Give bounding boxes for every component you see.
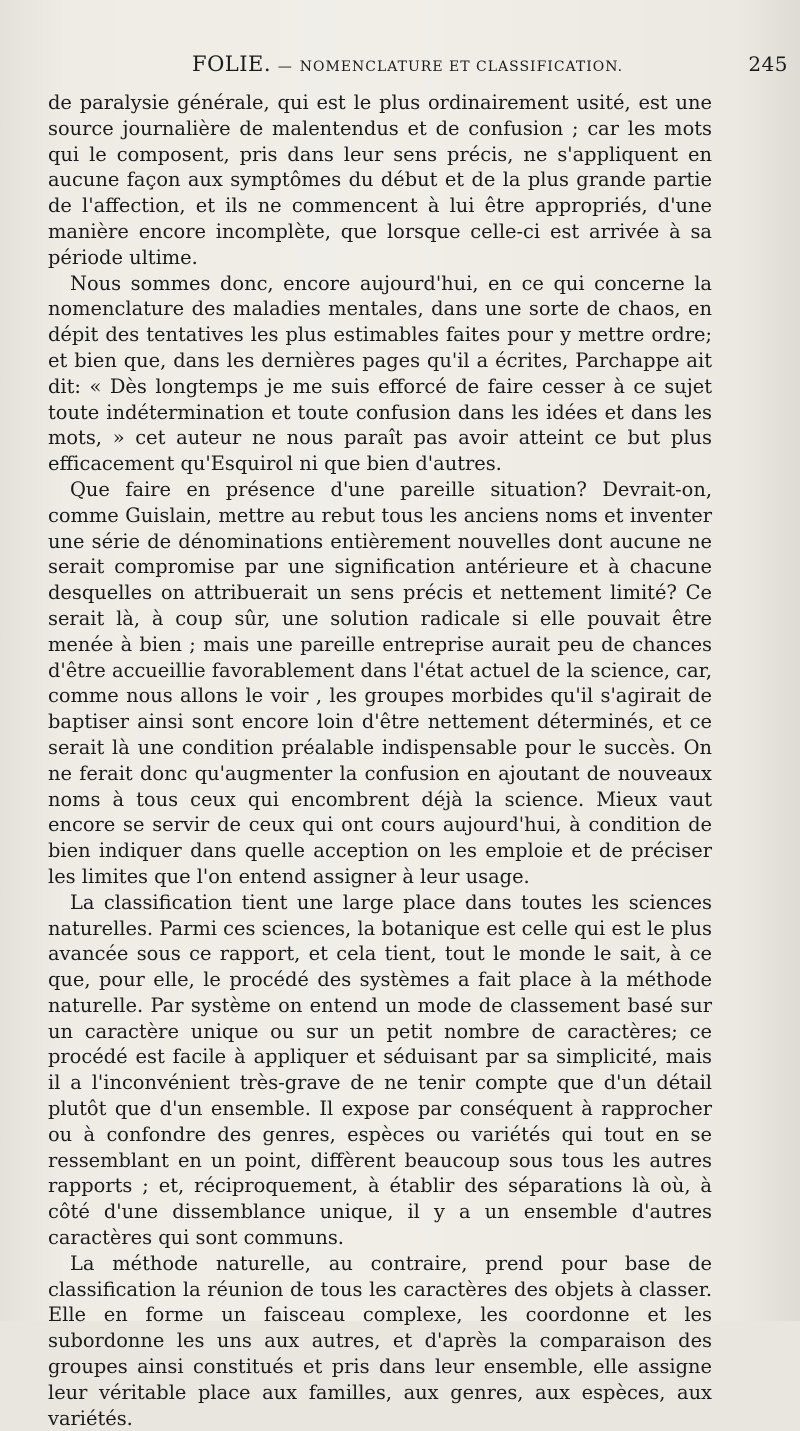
paragraph-5: La méthode naturelle, au contraire, prend pour base de classification la réunion de tous les caractères des objets à classer. Elle en forme un faisceau complexe, les coordonne et les subordonne les uns aux autres, et d'après la comparaison des groupes ainsi constitués et pris dans leur ensemble, elle assigne leur véritable place aux familles, aux genres, aux espèces, aux variétés. (48, 1251, 712, 1430)
running-head-main: FOLIE. (192, 52, 272, 76)
running-head-title (192, 52, 623, 76)
running-head-subtitle: NOMENCLATURE ET CLASSIFICATION. (299, 59, 624, 75)
running-head-separator: — (277, 59, 293, 75)
body-text (48, 90, 712, 1431)
paragraph-3: Que faire en présence d'une pareille situation? Devrait-on, comme Guislain, mettre au rebut tous les anciens noms et inventer une série de dénominations entièrement nouvelles dont aucune ne serait compromise par une signification antérieure et à chacune desquelles on attribuerait un sens précis et nettement limité? Ce serait là, à coup sûr, une solution radicale si elle pouvait être menée à bien ; mais une pareille entreprise aurait peu de chances d'être accueillie favorablement dans l'état actuel de la science, car, comme nous allons le voir , les groupes morbides qu'il s'agirait de baptiser ainsi sont encore loin d'être nettement déterminés, et ce serait là une condition préalable indispensable pour le succès. On ne ferait donc qu'augmenter la confusion en ajoutant de nouveaux noms à tous ceux qui encombrent déjà la science. Mieux vaut encore se servir de ceux qui ont cours aujourd'hui, à condition de bien indiquer dans quelle acception on les emploie et de préciser les limites que l'on entend assigner à leur usage. (48, 477, 712, 888)
paragraph-2: Nous sommes donc, encore aujourd'hui, en ce qui concerne la nomenclature des maladies mentales, dans une sorte de chaos, en dépit des tentatives les plus estimables faites pour y mettre ordre; et bien que, dans les dernières pages qu'il a écrites, Parchappe ait dit: « Dès longtemps je me suis efforcé de faire cesser à ce sujet toute indétermination et toute confusion dans les idées et dans les mots, » cet auteur ne nous paraît pas avoir atteint ce but plus efficacement qu'Esquirol ni que bien d'autres. (48, 271, 712, 476)
paragraph-1: de paralysie générale, qui est le plus ordinairement usité, est une source journalière de malentendus et de confusion ; car les mots qui le composent, pris dans leur sens précis, ne s'appliquent en aucune façon aux symptômes du début et de la plus grande partie de l'affection, et ils ne commencent à lui être appropriés, d'une manière encore incomplète, que lorsque celle-ci est arrivée à sa période ultime. (48, 91, 712, 269)
page-number: 245 (748, 52, 788, 76)
paragraph-4: La classification tient une large place dans toutes les sciences naturelles. Parmi ces sciences, la botanique est celle qui est le plus avancée sous ce rapport, et cela tient, tout le monde le sait, à ce que, pour elle, le procédé des systèmes a fait place à la méthode naturelle. Par système on entend un mode de classement basé sur un caractère unique ou sur un petit nombre de caractères; ce procédé est facile à appliquer et séduisant par sa simplicité, mais il a l'inconvénient très-grave de ne tenir compte que d'un détail plutôt que d'un ensemble. Il expose par conséquent à rapprocher ou à confondre des genres, espèces ou variétés qui tout en se ressemblant en un point, diffèrent beaucoup sous tous les autres rapports ; et, réciproquement, à établir des séparations là où, à côté d'une dissemblance unique, il y a un ensemble d'autres caractères qui sont communs. (48, 890, 712, 1250)
running-head (48, 52, 788, 82)
